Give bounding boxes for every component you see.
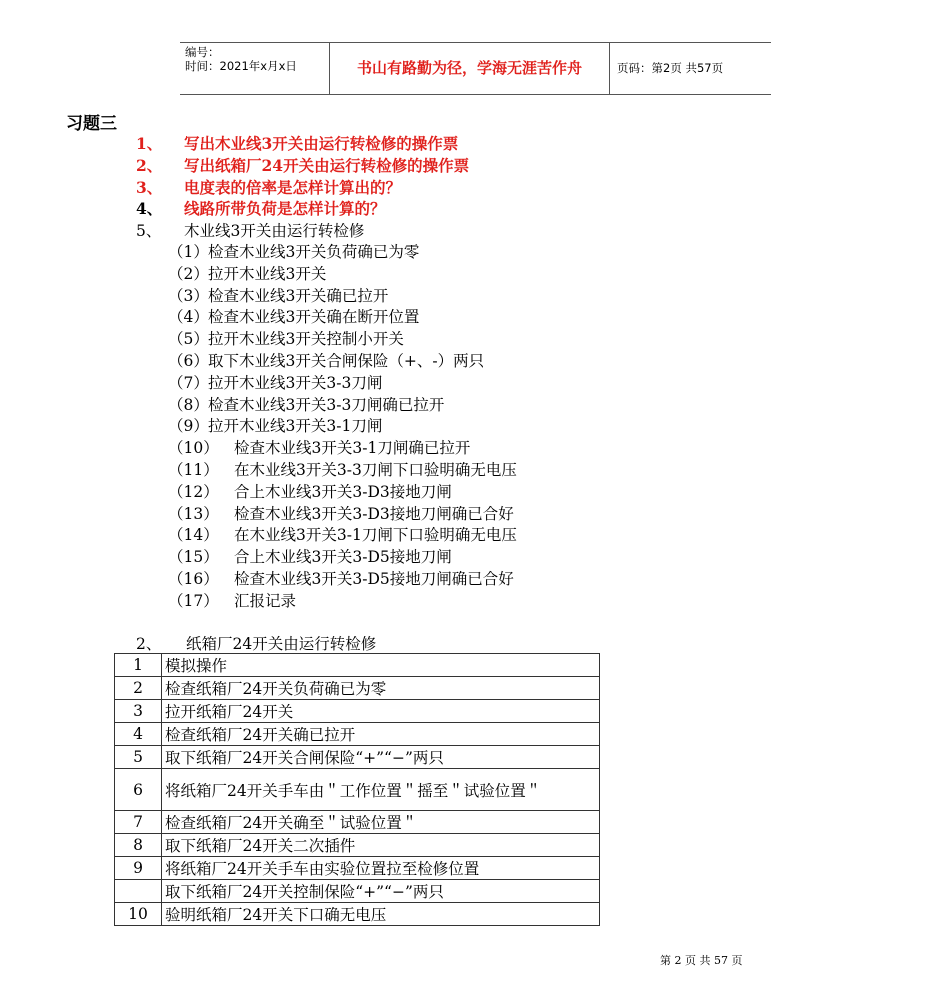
step-text: 拉开木业线3开关 [208, 264, 327, 283]
row-number: 3 [115, 700, 162, 723]
row-text: 取下纸箱厂24开关合闸保险“+”“−”两只 [162, 746, 600, 769]
step-number: （3） [168, 286, 209, 305]
row-text: 将纸箱厂24开关手车由实验位置拉至检修位置 [162, 857, 600, 880]
question-number: 3、 [136, 178, 163, 197]
answer2-title: 纸箱厂24开关由运行转检修 [186, 635, 377, 653]
step-text: 检查木业线3开关负荷确已为零 [208, 243, 420, 261]
row-number: 10 [115, 903, 162, 926]
step-number: （6） [168, 352, 209, 370]
step-number: （12） [168, 482, 219, 501]
table-row [115, 654, 600, 677]
question-text: 写出纸箱厂24开关由运行转检修的操作票 [184, 156, 470, 175]
step-number: （7） [168, 373, 209, 392]
step-text: 取下木业线3开关合闸保险（+、-）两只 [208, 352, 485, 370]
step-text: 拉开木业线3开关3-1刀闸 [208, 417, 383, 436]
header-motto: 书山有路勤为径，学海无涯苦作舟 [330, 43, 610, 94]
step-text: 检查木业线3开关3-D3接地刀闸确已合好 [234, 504, 514, 523]
row-text: 拉开纸箱厂24开关 [162, 700, 600, 723]
table-row [115, 700, 600, 723]
table-row [115, 746, 600, 769]
row-text: 检查纸箱厂24开关确至＂试验位置＂ [162, 811, 600, 834]
row-number: 2 [115, 677, 162, 700]
step-text: 检查木业线3开关确已拉开 [208, 286, 389, 305]
row-text: 模拟操作 [162, 654, 600, 677]
section-title: 习题三 [66, 114, 117, 134]
row-number: 1 [115, 654, 162, 677]
step-text: 在木业线3开关3-3刀闸下口验明确无电压 [234, 461, 517, 479]
step-text: 合上木业线3开关3-D5接地刀闸 [234, 548, 452, 567]
page-footer: 第 2 页 共 57 页 [660, 954, 743, 967]
question-text: 电度表的倍率是怎样计算出的？ [184, 178, 402, 197]
step-number: （5） [168, 330, 209, 349]
step-number: （13） [168, 504, 219, 523]
answer1-title: 木业线3开关由运行转检修 [184, 222, 365, 240]
table-row [115, 903, 600, 926]
number-label: 编号： [185, 45, 220, 59]
step-number: （1） [168, 243, 209, 261]
row-text: 将纸箱厂24开关手车由＂工作位置＂摇至＂试验位置＂ [162, 769, 600, 811]
time-label: 时间：2021年x月x日 [185, 59, 297, 73]
row-text: 检查纸箱厂24开关负荷确已为零 [162, 677, 600, 700]
table-row [115, 677, 600, 700]
step-text: 拉开木业线3开关3-3刀闸 [208, 373, 383, 392]
table-row [115, 769, 600, 811]
row-number: 6 [115, 769, 162, 811]
step-number: （9） [168, 417, 209, 436]
table-row [115, 811, 600, 834]
row-text: 检查纸箱厂24开关确已拉开 [162, 723, 600, 746]
table-row [115, 857, 600, 880]
step-number: （10） [168, 439, 219, 458]
row-number [115, 880, 162, 903]
step-number: （4） [168, 308, 209, 327]
row-text: 验明纸箱厂24开关下口确无电压 [162, 903, 600, 926]
step-number: （2） [168, 264, 209, 283]
table-row [115, 834, 600, 857]
step-text: 检查木业线3开关3-1刀闸确已拉开 [234, 439, 471, 458]
step-text: 检查木业线3开关3-3刀闸确已拉开 [208, 395, 445, 414]
step-text: 检查木业线3开关3-D5接地刀闸确已合好 [234, 570, 514, 588]
operation-table [114, 653, 600, 926]
step-number: （11） [168, 461, 219, 479]
step-number: （16） [168, 570, 219, 588]
row-number: 7 [115, 811, 162, 834]
step-number: （15） [168, 548, 219, 567]
step-text: 汇报记录 [234, 591, 297, 610]
question-number: 1、 [136, 134, 163, 153]
question-number: 2、 [136, 156, 163, 175]
row-number: 9 [115, 857, 162, 880]
row-number: 8 [115, 834, 162, 857]
step-text: 检查木业线3开关确在断开位置 [208, 308, 420, 327]
question-number: 4、 [136, 199, 163, 218]
row-number: 5 [115, 746, 162, 769]
table-row [115, 723, 600, 746]
row-text: 取下纸箱厂24开关控制保险“+”“−”两只 [162, 880, 600, 903]
step-text: 在木业线3开关3-1刀闸下口验明确无电压 [234, 526, 517, 545]
answer1-number: 5、 [136, 222, 162, 240]
table-row [115, 880, 600, 903]
header-meta-cell [180, 43, 330, 94]
step-text: 合上木业线3开关3-D3接地刀闸 [234, 482, 452, 501]
question-text: 写出木业线3开关由运行转检修的操作票 [184, 134, 459, 153]
question-text: 线路所带负荷是怎样计算的？ [184, 199, 386, 218]
row-number: 4 [115, 723, 162, 746]
row-text: 取下纸箱厂24开关二次插件 [162, 834, 600, 857]
header-page-info: 页码：第2页 共57页 [617, 61, 724, 75]
step-number: （8） [168, 395, 209, 414]
page-header [180, 42, 771, 95]
step-number: （14） [168, 526, 219, 545]
step-number: （17） [168, 591, 219, 610]
answer2-number: 2、 [136, 635, 162, 653]
step-text: 拉开木业线3开关控制小开关 [208, 330, 404, 349]
